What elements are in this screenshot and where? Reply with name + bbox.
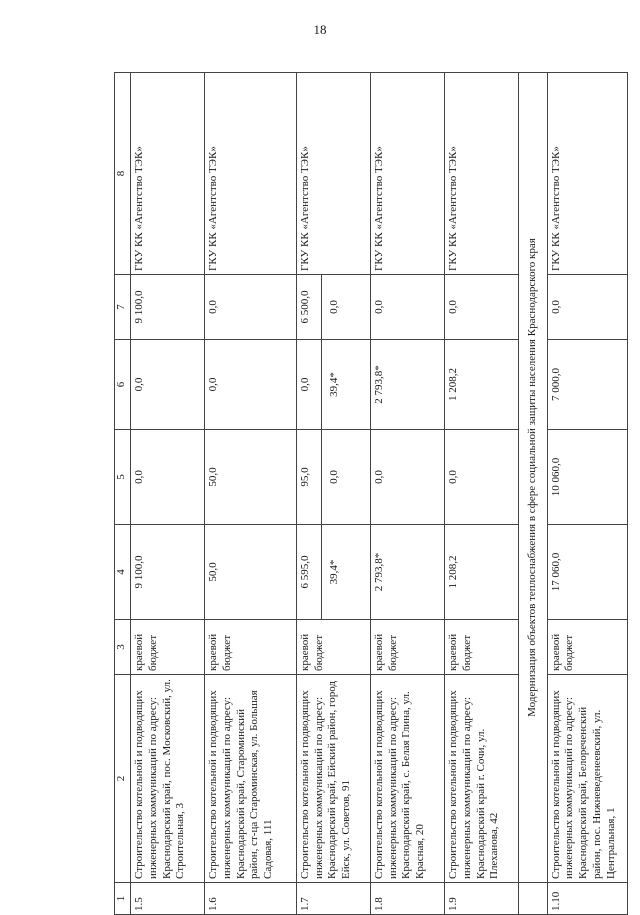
row-col7: 0,0 [445,275,519,340]
row-col6: 2 793,8* [370,340,444,430]
row-col5 [296,430,370,525]
row-col6 [296,340,370,430]
row-total: 17 060,0 [547,525,627,620]
row-col6: 7 000,0 [547,340,627,430]
section-title: Модернизация объектов теплоснабжения в сфере социальной защиты населения Краснодарского края [519,73,547,883]
table-row [131,73,205,915]
row-total-main: 6 595,0 [298,555,311,589]
row-description: Строительство котельной и подводящих инженерных коммуникаций по адресу: Краснодарский край, Ейский район, город Ейск, ул. Советов, 91 [296,675,370,883]
row-col7 [296,275,370,340]
row-col5-main: 95,0 [298,467,311,487]
row-source: краевой бюджет [370,620,444,675]
row-number: 1.7 [296,883,370,915]
row-total [296,525,370,620]
row-number: 1.8 [370,883,444,915]
row-col5: 0,0 [445,430,519,525]
row-executor: ГКУ КК «Агентство ТЭК» [205,73,297,275]
row-col6-main: 0,0 [298,377,311,392]
rotated-table-container [114,73,628,915]
row-col6: 1 208,2 [445,340,519,430]
row-col6: 0,0 [205,340,297,430]
header-row [115,73,131,915]
table-row [370,73,444,915]
row-col7: 0,0 [205,275,297,340]
row-col6: 0,0 [131,340,205,430]
page-number: 18 [313,22,327,37]
row-executor: ГКУ КК «Агентство ТЭК» [547,73,627,275]
table-row [205,73,297,915]
row-col5: 10 060,0 [547,430,627,525]
row-description: Строительство котельной и подводящих инженерных коммуникаций по адресу: Краснодарский край, с. Белая Глина, ул. Красная, 20 [370,675,444,883]
header-cell: 5 [115,430,131,525]
row-col7: 0,0 [547,275,627,340]
row-number: 1.10 [547,883,627,915]
header-cell: 8 [115,73,131,275]
header-cell: 6 [115,340,131,430]
row-executor: ГКУ КК «Агентство ТЭК» [445,73,519,275]
header-cell: 3 [115,620,131,675]
rotated-table [114,73,628,915]
row-source: краевой бюджет [131,620,205,675]
row-source: краевой бюджет [547,620,627,675]
row-total: 50,0 [205,525,297,620]
row-executor: ГКУ КК «Агентство ТЭК» [370,73,444,275]
row-description: Строительство котельной и подводящих инженерных коммуникаций по адресу: Краснодарский край г. Сочи, ул. Плеханова, 42 [445,675,519,883]
row-description: Строительство котельной и подводящих инженерных коммуникаций по адресу: Краснодарский край, пос. Московский, ул. Строительная, 3 [131,675,205,883]
header-cell: 4 [115,525,131,620]
row-description: Строительство котельной и подводящих инженерных коммуникаций по адресу: Краснодарский край, Староминский район, ст-ца Староминская, ул. Большая Садовая, 111 [205,675,297,883]
row-col5: 0,0 [370,430,444,525]
row-executor: ГКУ КК «Агентство ТЭК» [131,73,205,275]
funding-table [114,72,628,915]
row-col6-sub: 39,4* [321,340,342,429]
header-cell: 7 [115,275,131,340]
row-col5-sub: 0,0 [321,430,342,524]
row-col7-main: 6 500,0 [298,290,311,324]
row-total: 1 208,2 [445,525,519,620]
row-col7: 0,0 [370,275,444,340]
section-empty-cell [519,883,547,915]
row-total-sub: 39,4* [321,525,342,619]
header-cell: 2 [115,675,131,883]
row-total: 2 793,8* [370,525,444,620]
row-number: 1.5 [131,883,205,915]
table-row [296,73,370,915]
row-description: Строительство котельной и подводящих инженерных коммуникаций по адресу: Краснодарский край, Белореченский район, пос. Нижневеденеевский, ул. Центральная, 1 [547,675,627,883]
row-number: 1.9 [445,883,519,915]
row-col7: 9 100,0 [131,275,205,340]
table-row [547,73,627,915]
row-col5: 50,0 [205,430,297,525]
row-source: краевой бюджет [296,620,370,675]
row-source: краевой бюджет [445,620,519,675]
row-number: 1.6 [205,883,297,915]
table-row [445,73,519,915]
row-total: 9 100,0 [131,525,205,620]
row-col5: 0,0 [131,430,205,525]
row-col7-sub: 0,0 [321,275,342,339]
header-cell: 1 [115,883,131,915]
section-row [519,73,547,915]
row-source: краевой бюджет [205,620,297,675]
row-executor: ГКУ КК «Агентство ТЭК» [296,73,370,275]
